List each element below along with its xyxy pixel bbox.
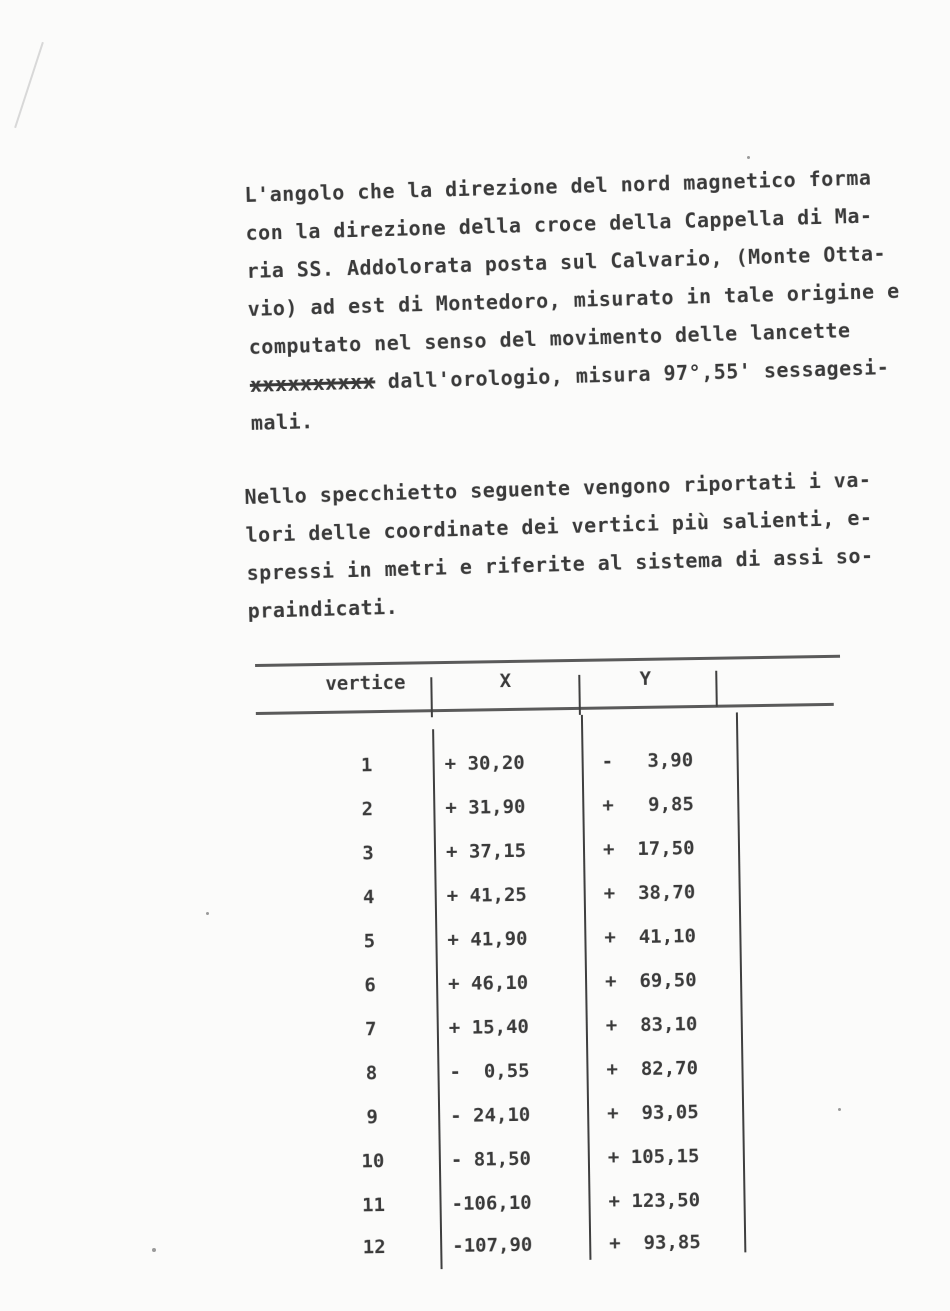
y-value: + 82,70 — [606, 1057, 699, 1081]
y-value: + 9,85 — [602, 793, 695, 817]
vertex-number: 9 — [366, 1106, 379, 1129]
y-value: + 17,50 — [602, 837, 695, 861]
table-row — [263, 1187, 823, 1226]
text-line: spressi in metri e riferite al sistema di assi so- — [246, 543, 874, 585]
vertex-number: 4 — [362, 886, 375, 909]
table-row — [259, 879, 819, 918]
text-line: con la direzione della croce della Cappella di Ma- — [245, 203, 873, 245]
struck-word: xxxxxxxxxx — [249, 369, 376, 397]
table-row — [264, 1229, 824, 1268]
y-value: + 93,85 — [609, 1231, 701, 1255]
paper-crease — [14, 42, 44, 128]
x-value: + 41,90 — [447, 927, 528, 952]
y-value: + 41,10 — [604, 925, 697, 949]
x-value: - 81,50 — [450, 1147, 532, 1171]
vertex-number: 11 — [361, 1194, 386, 1217]
table-row — [258, 835, 818, 874]
vertex-number: 10 — [361, 1150, 385, 1173]
paragraph-table-intro — [244, 461, 874, 630]
text-line: lori delle coordinate dei vertici più salienti, e- — [245, 505, 873, 547]
text-line: vio) ad est di Montedoro, misurato in tale origine e — [247, 278, 900, 321]
y-value: - 3,90 — [601, 749, 694, 773]
header-x: X — [499, 669, 512, 693]
vertex-number: 8 — [365, 1062, 378, 1085]
y-value: + 69,50 — [604, 969, 697, 993]
x-value: - 0,55 — [449, 1059, 530, 1083]
table-row — [257, 747, 817, 786]
paper-speck — [747, 156, 750, 159]
header-divider — [715, 671, 718, 707]
vertex-number: 12 — [362, 1236, 386, 1259]
vertex-number: 3 — [362, 842, 374, 865]
y-value: + 123,50 — [608, 1189, 701, 1213]
vertex-number: 6 — [364, 974, 377, 997]
text-line: mali. — [250, 409, 314, 435]
text-line: Nello specchietto seguente vengono riportati i va- — [244, 467, 872, 509]
text-line: ria SS. Addolorata posta sul Calvario, (Monte Otta- — [246, 241, 887, 283]
table-row — [259, 923, 819, 962]
y-value: + 83,10 — [605, 1013, 698, 1037]
paper-speck — [206, 912, 209, 915]
vertex-number: 5 — [363, 930, 376, 953]
table-row — [261, 1011, 821, 1050]
table-row — [257, 791, 817, 830]
header-divider — [430, 677, 433, 717]
y-value: + 105,15 — [607, 1145, 700, 1169]
vertex-number: 7 — [364, 1018, 377, 1041]
table-row — [263, 1143, 823, 1182]
text-line: L'angolo che la direzione del nord magnetico forma — [244, 165, 872, 207]
header-vertice: vertice — [325, 671, 406, 695]
paragraph-magnetic-north — [244, 159, 900, 442]
x-value: + 37,15 — [445, 839, 527, 864]
x-value: + 31,90 — [445, 795, 526, 820]
text-line: computato nel senso del movimento delle lancette — [248, 318, 851, 359]
table-header-rule — [256, 703, 834, 715]
x-value: -107,90 — [452, 1233, 533, 1257]
header-y: Y — [639, 667, 652, 690]
y-value: + 93,05 — [606, 1101, 699, 1125]
paper-speck — [152, 1248, 156, 1252]
table-row — [260, 967, 820, 1006]
x-value: + 15,40 — [448, 1015, 530, 1039]
text-line: praindicati. — [247, 594, 399, 623]
table-top-rule — [255, 655, 840, 667]
vertex-number: 1 — [360, 754, 373, 777]
x-value: + 41,25 — [446, 883, 527, 908]
header-divider — [578, 675, 581, 715]
x-value: + 46,10 — [447, 971, 529, 996]
x-value: -106,10 — [451, 1191, 532, 1215]
vertex-number: 2 — [361, 798, 374, 821]
table-row — [261, 1055, 821, 1094]
coordinates-table — [255, 651, 854, 1260]
table-row — [262, 1099, 822, 1138]
y-value: + 38,70 — [603, 881, 696, 905]
x-value: + 30,20 — [444, 751, 525, 776]
x-value: - 24,10 — [450, 1103, 531, 1127]
text-line-rest: dall'orologio, misura 97°,55' sessagesi- — [387, 355, 890, 394]
